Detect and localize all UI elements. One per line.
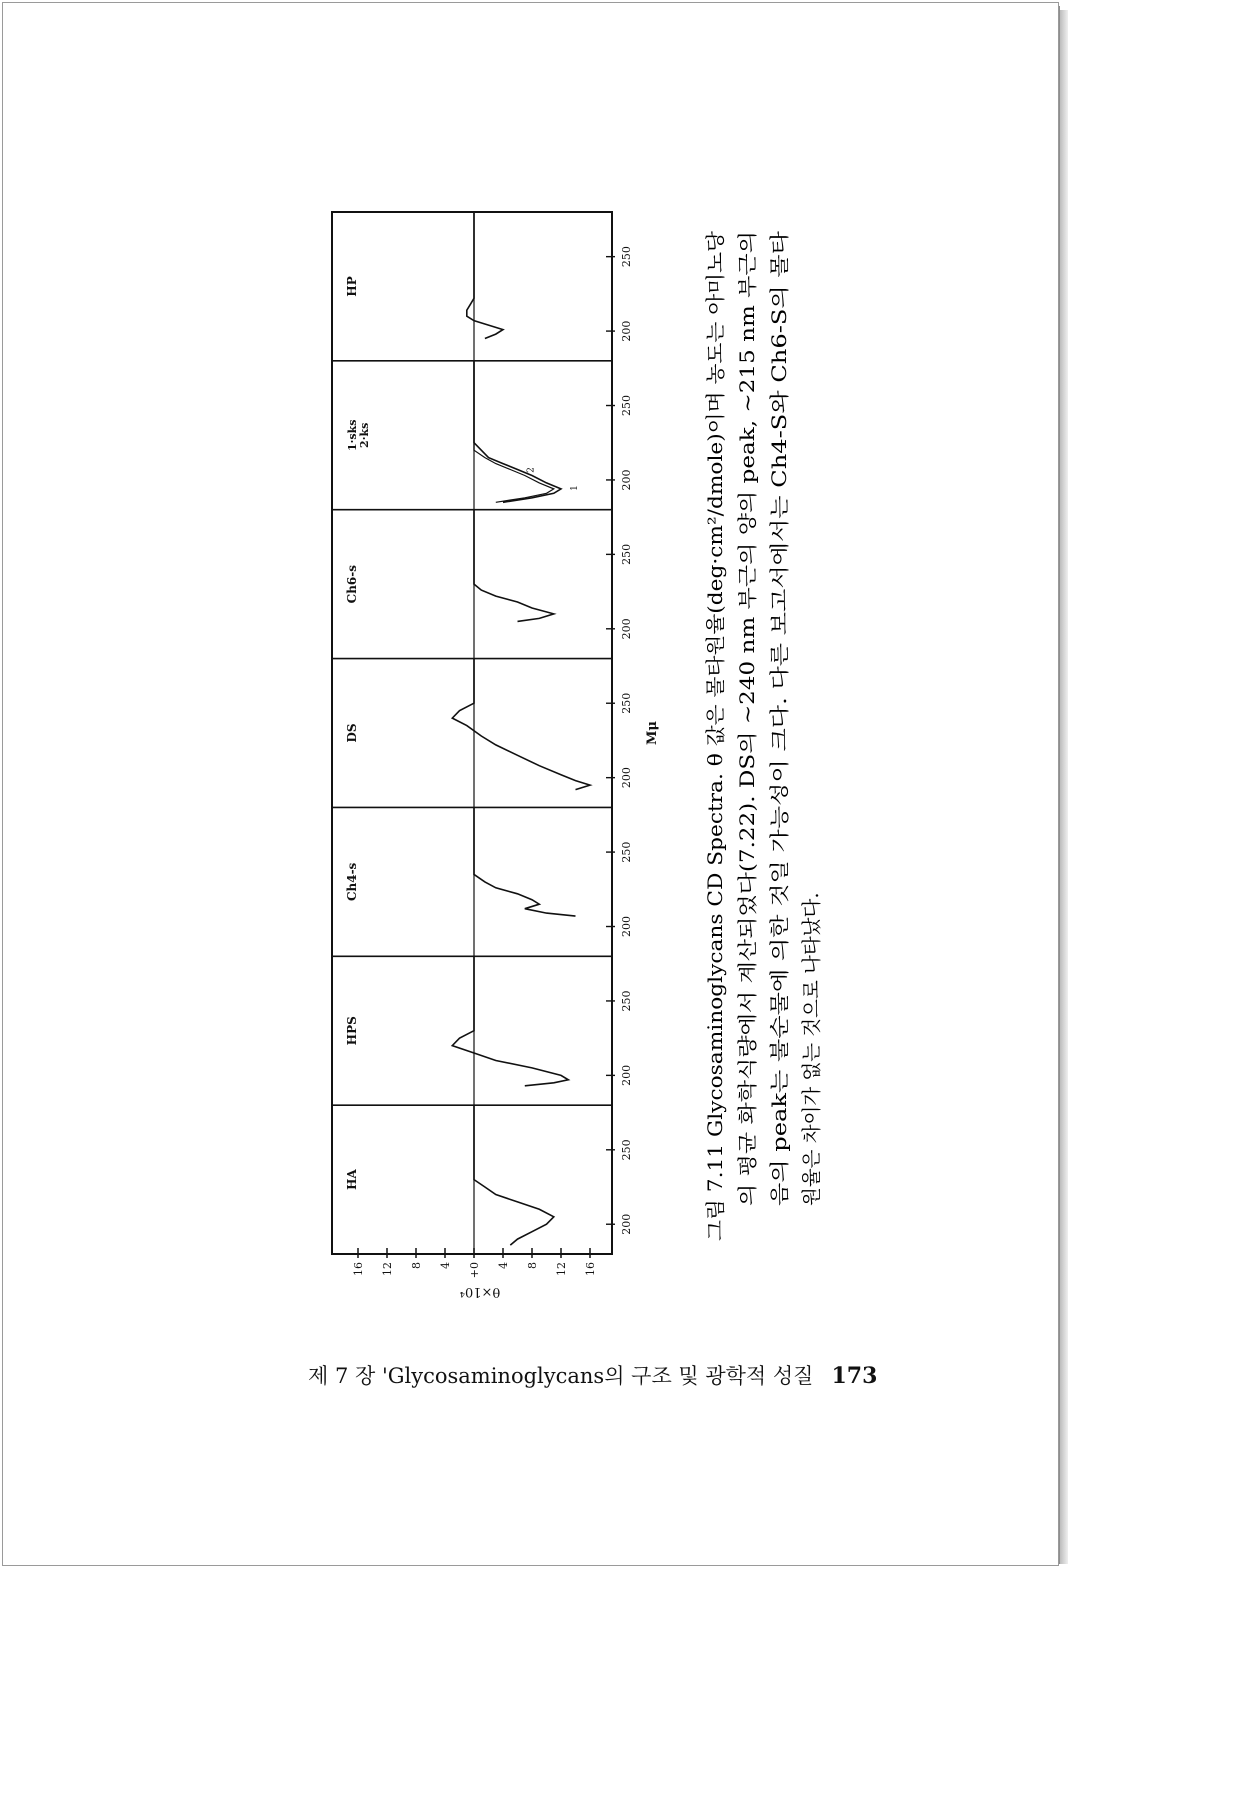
panel-label: HP <box>345 276 359 297</box>
x-tick-label: 250 <box>620 990 633 1012</box>
y-tick-label: 8 <box>410 1262 423 1269</box>
page-number: 173 <box>831 1363 878 1389</box>
x-tick-label: 200 <box>620 320 633 342</box>
panel-label: 1·sks <box>346 419 359 452</box>
panel-label: HPS <box>345 1016 359 1046</box>
x-tick-label: 250 <box>620 692 633 714</box>
chapter-running-head: 제 7 장 'Glycosaminoglycans의 구조 및 광학적 성질 <box>308 1364 814 1388</box>
x-tick-label: 250 <box>620 543 633 565</box>
x-tick-label: 250 <box>620 395 633 417</box>
y-tick-label: 16 <box>584 1262 597 1276</box>
x-axis-label: Mμ <box>645 721 660 745</box>
y-tick-label: 16 <box>352 1262 365 1276</box>
x-tick-label: 200 <box>620 618 633 640</box>
curve-marker-label: 2 <box>526 467 537 473</box>
panel-label: HA <box>345 1169 359 1190</box>
x-tick-label: 200 <box>620 767 633 789</box>
caption-line-2: 의 평균 화학식량에서 계산되었다(7.22). DS의 ~240 nm 부근의 양의 peak, ~215 nm 부근의 <box>736 381 759 1206</box>
x-tick-label: 200 <box>620 469 633 491</box>
y-tick-label: 12 <box>555 1262 568 1276</box>
curve-marker-label: 1 <box>570 485 580 491</box>
y-tick-label: 4 <box>497 1262 510 1269</box>
panel-label: Ch4-s <box>345 862 359 902</box>
panel-label: 2·ks <box>358 422 371 448</box>
x-tick-label: 250 <box>620 246 633 268</box>
caption-line-4: 원율은 차이가 없는 것으로 나타났다. <box>800 892 823 1206</box>
x-tick-label: 250 <box>620 1139 633 1161</box>
caption-line-1: 그림 7.11 Glycosaminoglycans CD Spectra. θ 값은 몰타원율(deg·cm²/dmole)이며 농도는 아미노당 <box>704 332 727 1241</box>
y-tick-label: +0 <box>468 1262 481 1279</box>
x-tick-label: 200 <box>620 1213 633 1235</box>
x-tick-label: 200 <box>620 916 633 938</box>
page-footer <box>308 1360 877 1390</box>
y-axis-label: θ×10⁴ <box>459 1284 501 1299</box>
caption-line-3: 음의 peak는 불순물에 의한 것일 가능성이 크다. 다른 보고서에서는 Ch4-S와 Ch6-S의 몰타 <box>768 418 791 1206</box>
y-tick-label: 4 <box>439 1262 452 1269</box>
panel-label: Ch6-s <box>345 564 359 604</box>
x-tick-label: 200 <box>620 1064 633 1086</box>
x-tick-label: 250 <box>620 841 633 863</box>
y-tick-label: 8 <box>526 1262 539 1269</box>
y-tick-label: 12 <box>381 1262 394 1276</box>
panel-label: DS <box>345 723 359 743</box>
